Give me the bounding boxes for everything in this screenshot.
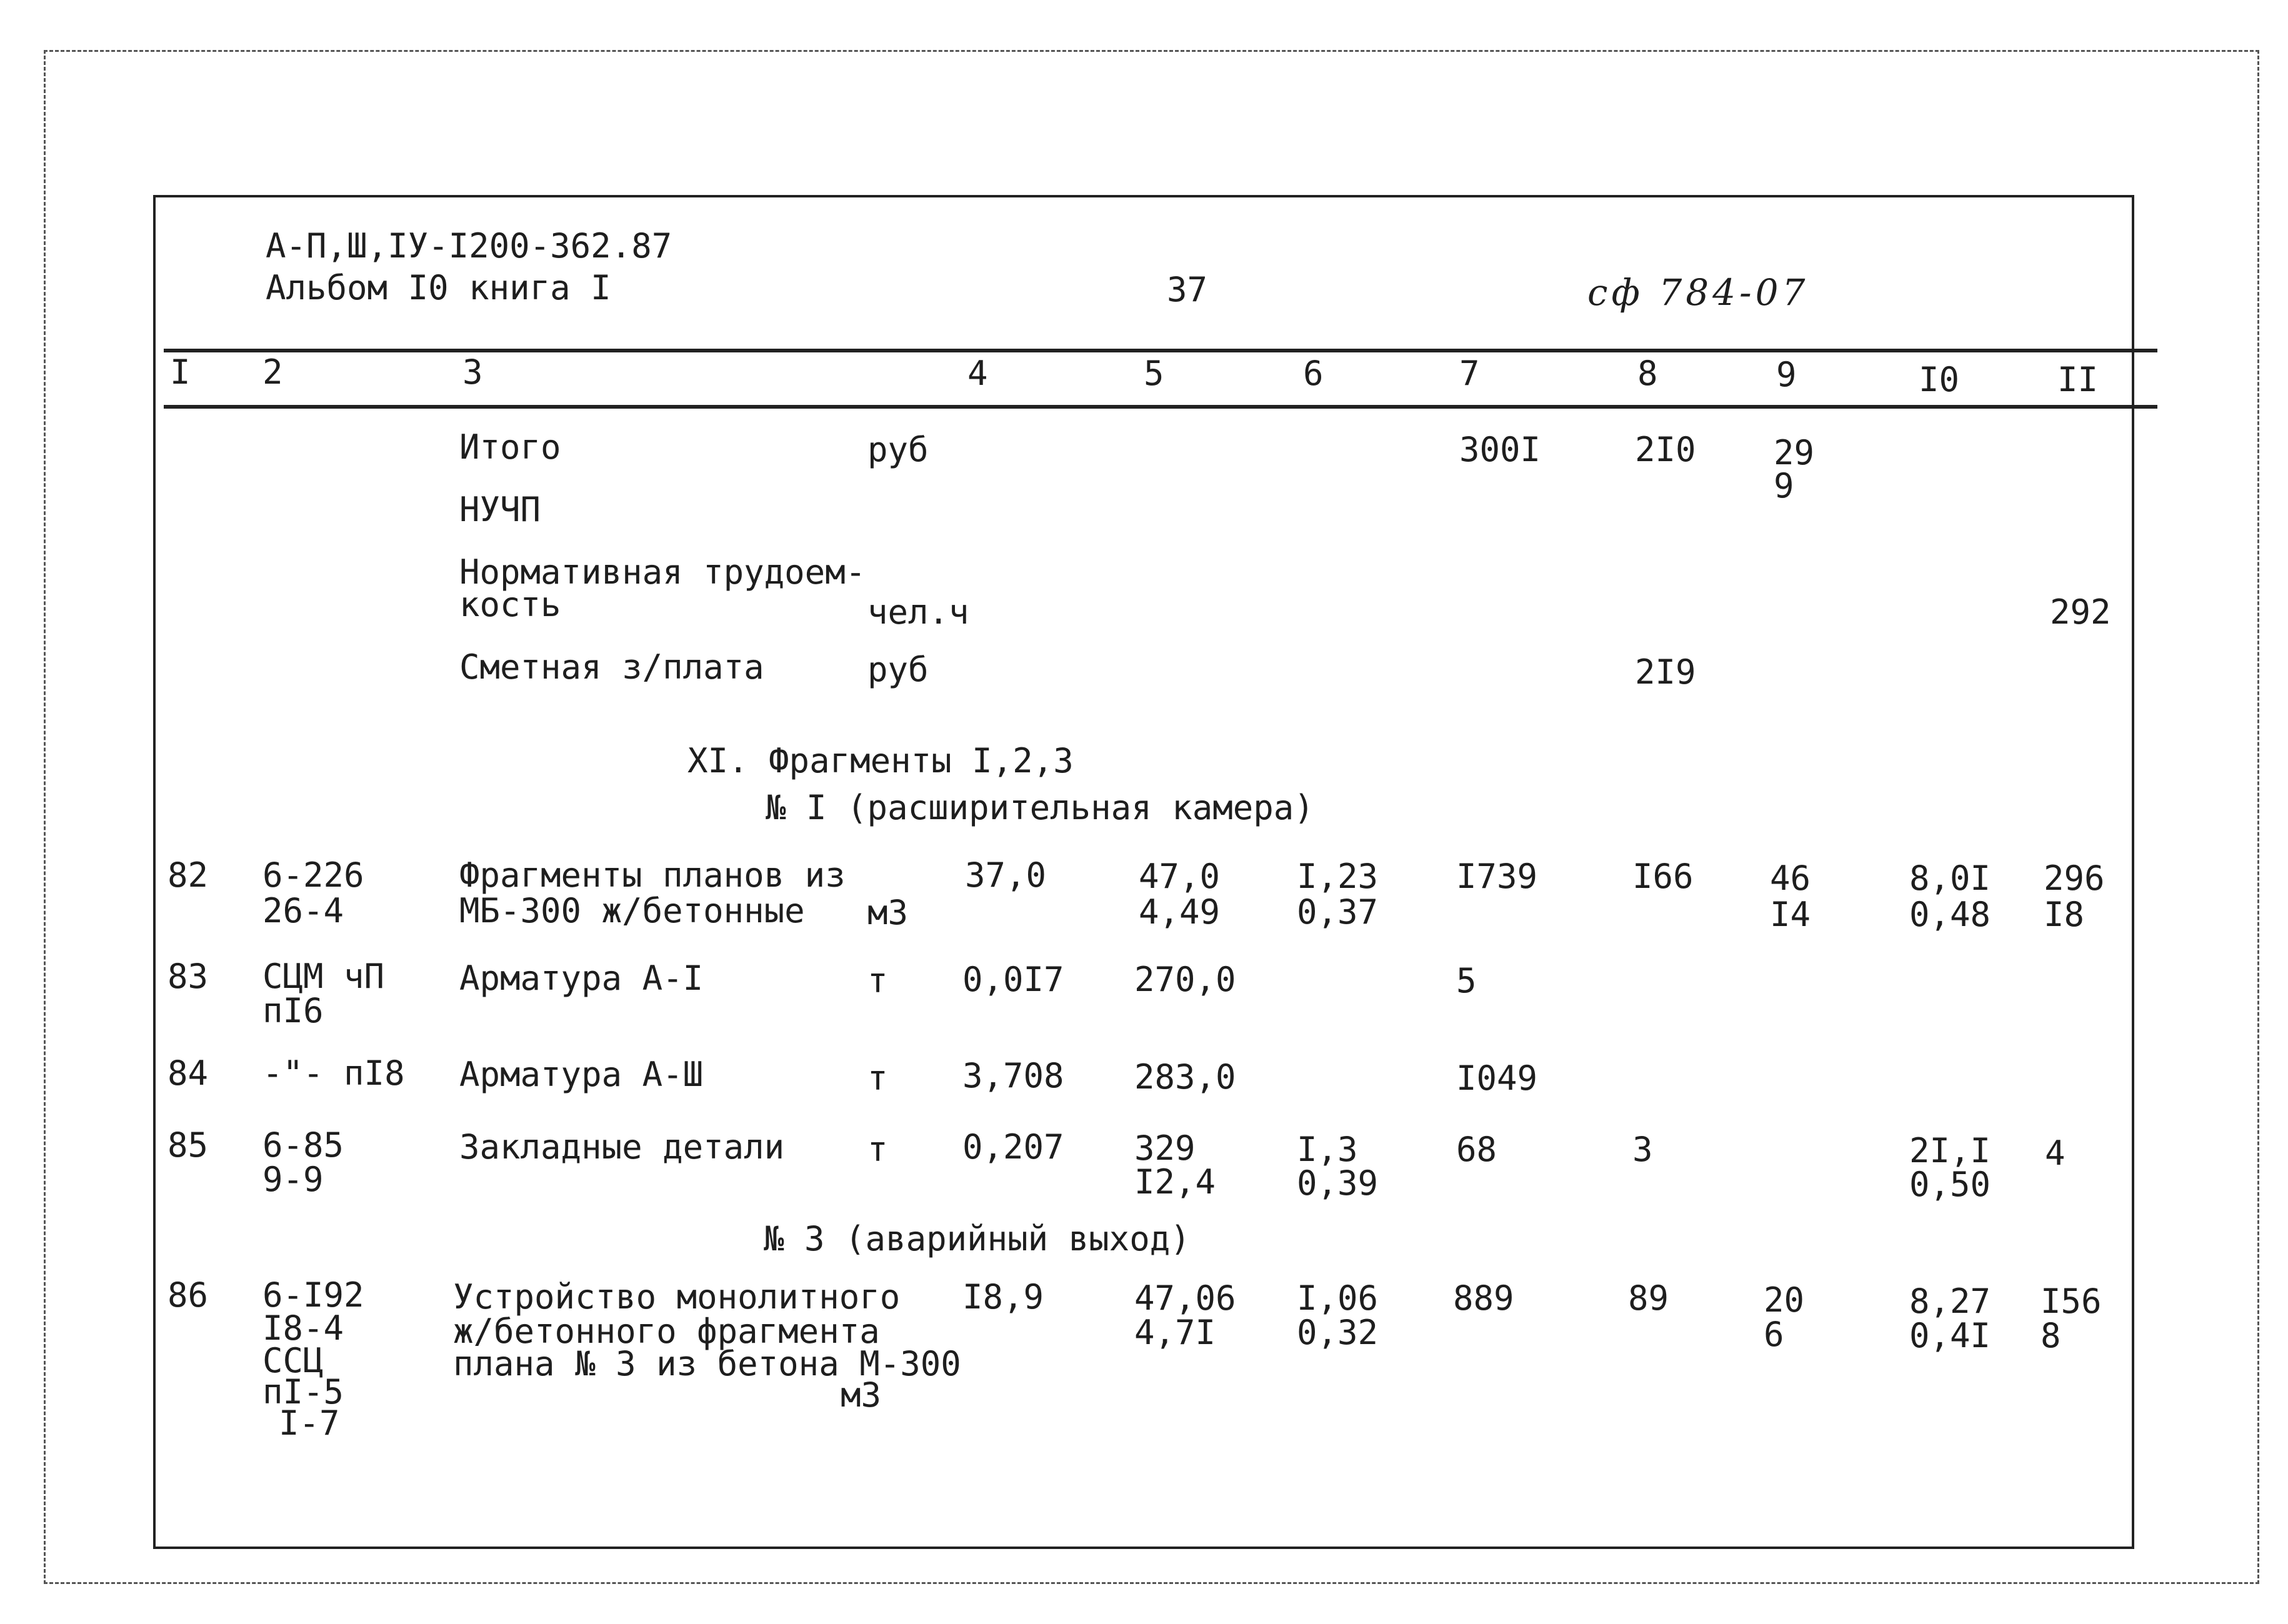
row-83-unit: т [867, 961, 888, 1000]
row-86-col8: 89 [1628, 1278, 1669, 1318]
row-82-col7: I739 [1456, 857, 1538, 896]
doc-code: А-П,Ш,IУ-I200-362.87 [266, 226, 672, 266]
header-bottom-rule [164, 405, 2157, 409]
totals-col9-line1: 29 [1774, 433, 1815, 472]
nuchp-label: НУЧП [459, 490, 541, 529]
row-83-code-line1: СЦМ чП [262, 957, 385, 996]
col-header-9: 9 [1776, 355, 1797, 394]
row-86-col5-line2: 4,7I [1134, 1313, 1216, 1352]
row-84-col7: I049 [1456, 1059, 1538, 1098]
row-82-col6-line1: I,23 [1297, 857, 1379, 896]
row-86-col11-line1: I56 [2041, 1282, 2102, 1321]
row-83-col4: 0,0I7 [962, 960, 1064, 999]
row-82-col4: 37,0 [965, 855, 1047, 895]
row-82-col5-line2: 4,49 [1139, 892, 1221, 932]
row-85-col10-line1: 2I,I [1909, 1131, 1991, 1170]
row-84-col5: 283,0 [1134, 1057, 1236, 1097]
labor-label-line2: кость [459, 585, 561, 624]
row-85-col4: 0,207 [962, 1127, 1064, 1167]
row-86-code-line5: I-7 [279, 1403, 340, 1443]
row-82-col11-line2: I8 [2044, 895, 2085, 934]
section-title: XI. Фрагменты I,2,3 [687, 741, 1074, 780]
row-85-col7: 68 [1456, 1130, 1497, 1169]
row-86-col10-line2: 0,4I [1909, 1316, 1991, 1355]
row-82-col6-line2: 0,37 [1297, 892, 1379, 932]
row-82-name-line1: Фрагменты планов из [459, 855, 846, 895]
row-85-col5-line2: I2,4 [1134, 1162, 1216, 1202]
row-82-unit: м3 [867, 893, 909, 932]
row-85-col10-line2: 0,50 [1909, 1165, 1991, 1204]
row-84-code: -"- пI8 [262, 1054, 405, 1093]
col-header-11: II [2057, 360, 2099, 399]
row-82-code-line2: 26-4 [262, 891, 344, 930]
row-82-col8: I66 [1632, 857, 1694, 896]
totals-unit: руб [867, 430, 929, 469]
row-85-code-line1: 6-85 [262, 1125, 344, 1165]
col-header-7: 7 [1459, 354, 1480, 393]
row-86-col7: 889 [1453, 1278, 1514, 1318]
row-85-col8: 3 [1632, 1130, 1653, 1169]
row-86-col11-line2: 8 [2041, 1316, 2061, 1355]
row-82-col9-line2: I4 [1770, 895, 1811, 934]
col-header-10: I0 [1919, 360, 1960, 399]
row-85-col6-line1: I,3 [1297, 1130, 1358, 1169]
row-82-col9-line1: 46 [1770, 859, 1811, 898]
page-number: 37 [1167, 270, 1208, 309]
totals-col9-line2: 9 [1774, 466, 1794, 506]
row-86-col10-line1: 8,27 [1909, 1282, 1991, 1321]
row-83-code-line2: пI6 [262, 991, 324, 1030]
row-82-col10-line1: 8,0I [1909, 859, 1991, 898]
labor-label-line1: Нормативная трудоем- [459, 552, 866, 592]
col-header-1: I [170, 352, 191, 392]
row-82-code-line1: 6-226 [262, 855, 364, 895]
row-86-name-line1: Устройство монолитного [453, 1277, 901, 1317]
row-84-name: Арматура А-Ш [459, 1055, 704, 1094]
row-86-name-line3: плана № 3 из бетона М-300 [453, 1344, 961, 1383]
wage-unit: руб [867, 650, 929, 689]
row-85-col11: 4 [2045, 1133, 2066, 1173]
row-86-col9-line1: 20 [1764, 1280, 1805, 1320]
row-85-number: 85 [167, 1125, 209, 1165]
row-82-col11-line1: 296 [2044, 859, 2105, 898]
col-header-3: 3 [462, 352, 483, 392]
row-83-name: Арматура А-I [459, 959, 704, 998]
labor-unit: чел.ч [867, 592, 969, 632]
row-86-col5-line1: 47,06 [1134, 1278, 1236, 1318]
col-header-2: 2 [262, 352, 283, 392]
row-86-col4: I8,9 [962, 1277, 1044, 1317]
fragment-3-heading: № 3 (аварийный выход) [764, 1219, 1191, 1258]
wage-label: Сметная з/плата [459, 647, 764, 687]
row-85-col6-line2: 0,39 [1297, 1163, 1379, 1203]
col-header-5: 5 [1144, 354, 1164, 393]
labor-col11: 292 [2050, 592, 2111, 632]
wage-col8: 2I9 [1635, 652, 1696, 692]
row-82-name-line2: МБ-300 ж/бетонные [459, 891, 805, 930]
row-85-col5-line1: 329 [1134, 1128, 1196, 1168]
totals-col7: 300I [1459, 430, 1541, 469]
col-header-8: 8 [1637, 354, 1658, 393]
col-header-4: 4 [967, 354, 988, 393]
totals-label: Итого [459, 427, 561, 467]
row-83-col5: 270,0 [1134, 960, 1236, 999]
row-86-col6-line1: I,06 [1297, 1278, 1379, 1318]
row-85-code-line2: 9-9 [262, 1160, 324, 1199]
row-82-col5-line1: 47,0 [1139, 857, 1221, 896]
fragment-1-heading: № I (расширительная камера) [766, 788, 1314, 827]
row-84-col4: 3,708 [962, 1056, 1064, 1095]
row-85-unit: т [867, 1130, 888, 1169]
row-82-col10-line2: 0,48 [1909, 895, 1991, 934]
row-86-code-line4: пI-5 [262, 1372, 344, 1412]
row-83-col7: 5 [1456, 961, 1477, 1000]
row-86-col6-line2: 0,32 [1297, 1313, 1379, 1352]
col-header-6: 6 [1303, 354, 1324, 393]
row-86-code-line2: I8-4 [262, 1308, 344, 1348]
row-84-unit: т [867, 1059, 888, 1098]
row-86-unit: м3 [841, 1375, 882, 1415]
handwritten-reference: сф 784-07 [1587, 271, 1809, 314]
album-info: Альбом I0 книга I [266, 268, 611, 307]
row-86-col9-line2: 6 [1764, 1315, 1784, 1354]
row-82-number: 82 [167, 855, 209, 895]
row-86-name-line2: ж/бетонного фрагмента [453, 1312, 880, 1351]
row-86-code-line3: ССЦ [262, 1341, 324, 1380]
row-83-number: 83 [167, 957, 209, 996]
row-84-number: 84 [167, 1054, 209, 1093]
row-86-code-line1: 6-I92 [262, 1275, 364, 1315]
row-86-number: 86 [167, 1275, 209, 1315]
row-85-name: Закладные детали [459, 1127, 785, 1167]
totals-col8: 2I0 [1635, 430, 1696, 469]
